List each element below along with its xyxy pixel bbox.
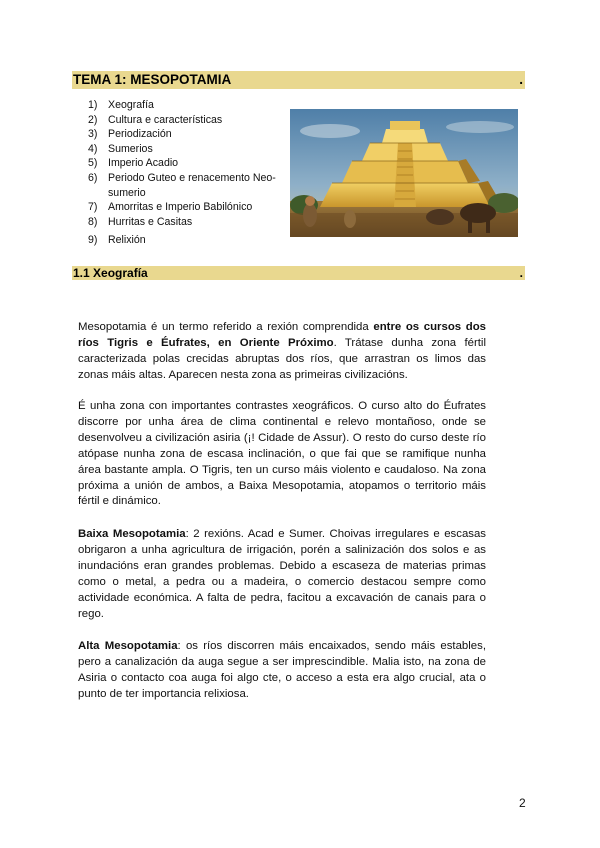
toc-item-label: Cultura e características [108, 113, 223, 126]
ziggurat-illustration [290, 109, 518, 237]
toc-item-label: Sumerios [108, 142, 153, 155]
toc-item-number: 9) [88, 234, 98, 247]
toc-item [88, 98, 278, 113]
paragraph-text: Mesopotamia é un termo referido a rexión comprendida [78, 321, 374, 333]
paragraph-text: : os ríos discorren máis encaixados, sendo máis estables, pero a canalización da auga segue a ser imprescindible. Malia isto, na zona de Asiria o contacto coa auga foi algo cte, o acceso a esta era algo crucial, ata o punto de ter importancia relixiosa. [78, 640, 486, 700]
toc-item-number: 5) [88, 157, 98, 170]
toc-item-label: Hurritas e Casitas [108, 215, 193, 228]
paragraph-text: É unha zona con importantes contrastes xeográficos. O curso alto do Éufrates discorre por unha área de clima continental e relevo montañoso, onde se desenvolveu a civilización asiria (¡! Cidade de Assur). O resto do curso deste río atópase nunha zona de escasa inclinación, o que fai que se ramifique nunha área bastante ampla. O Tigris, ten un curso máis violento e caudaloso. Na zona próxima a unión de ambos, a Baixa Mesopotamia, atopamos o territorio máis fértil e dinámico. [78, 400, 486, 508]
toc-item [88, 171, 278, 200]
toc-item [88, 113, 278, 128]
toc-item-number: 7) [88, 201, 98, 214]
paragraph-emphasis: entre os cursos dos ríos Tigris e Éufrates, en Oriente Próximo [78, 321, 486, 349]
toc-item [88, 127, 278, 142]
paragraph-text: : 2 rexións. Acad e Sumer. Choivas irregulares e escasas obrigaron a unha agricultura de irrigación, porén a salinización dos solos e as inundacións eran grandes problemas. Debido a escaseza de materias primas como o metal, a pedra ou a madeira, o comercio destacou sempre como actividade económica. A falta de pedra, facitou a excavación de canais para o rego. [78, 528, 487, 620]
toc-item [88, 200, 278, 215]
table-of-contents [88, 98, 278, 248]
toc-item [88, 142, 278, 157]
toc-item-label: Amorritas e Imperio Babilónico [108, 201, 253, 214]
paragraph-text: . Trátase dunha zona fértil caracterizada polas crecidas abruptas dos ríos, que arrastran os limos das zonas máis altas. Aparecen nesta zona as primeiras civilizacións. [78, 336, 486, 381]
toc-item-label: Xeografía [108, 99, 154, 111]
toc-item-number: 4) [88, 142, 98, 155]
toc-item-number: 1) [88, 99, 98, 111]
chapter-title-bar [72, 71, 525, 89]
paragraph-intro [78, 320, 486, 384]
toc-item-number: 6) [88, 171, 98, 184]
section-heading-bar [72, 266, 525, 280]
toc-item [88, 233, 278, 248]
paragraph-term: Baixa Mesopotamia [78, 528, 186, 540]
toc-item [88, 215, 278, 230]
section-bar-dot: . [519, 266, 523, 280]
toc-item-label: Periodo Guteo e renacemento Neo-sumerio [108, 171, 276, 199]
section-heading: 1.1 Xeografía [73, 266, 148, 280]
toc-item-label: Relixión [108, 234, 146, 247]
toc-item [88, 156, 278, 171]
page-number: 2 [519, 796, 526, 810]
toc-item-number: 8) [88, 215, 98, 228]
toc-item-label: Periodización [108, 128, 172, 141]
title-bar-dot: . [519, 72, 523, 87]
chapter-title: TEMA 1: MESOPOTAMIA [73, 72, 232, 87]
toc-item-number: 3) [88, 128, 98, 141]
toc-item-label: Imperio Acadio [108, 157, 179, 170]
paragraph-contrasts [78, 399, 486, 510]
toc-item-number: 2) [88, 113, 98, 126]
paragraph-lower-mesopotamia [78, 527, 486, 622]
paragraph-term: Alta Mesopotamia [78, 640, 178, 652]
paragraph-upper-mesopotamia [78, 639, 486, 703]
